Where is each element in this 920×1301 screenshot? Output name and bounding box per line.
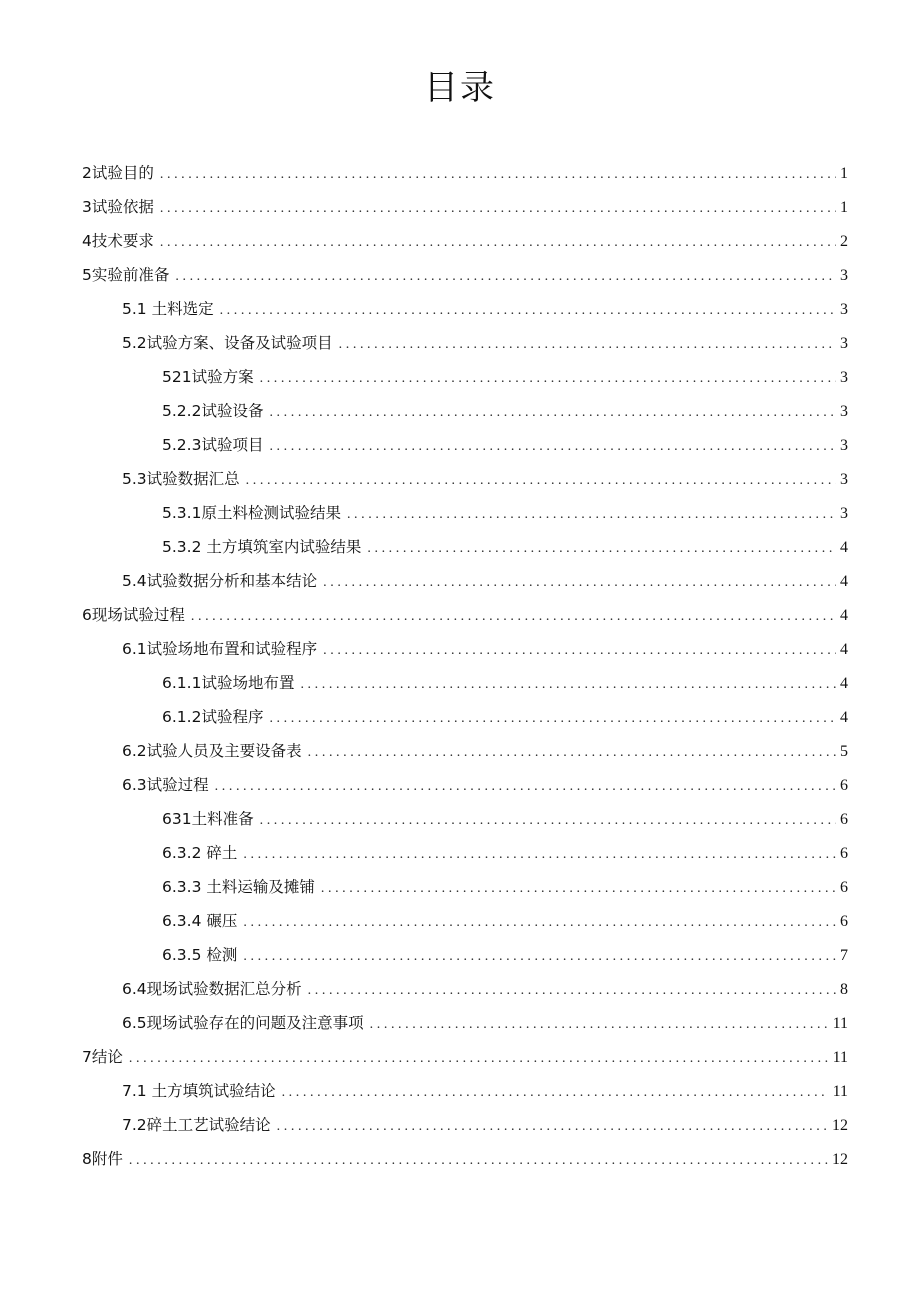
toc-leader-dots [260,804,836,838]
toc-entry-label: 6.3.3 土料运输及摊铺 [162,878,315,896]
toc-entry-label: 8附件 [82,1150,123,1168]
toc-entry-label: 5实验前准备 [82,266,170,284]
toc-entry-label: 6现场试验过程 [82,606,185,624]
toc-entry-page: 12 [832,1117,848,1134]
toc-entry-page: 8 [840,981,848,998]
toc-entry-page: 4 [840,675,848,692]
toc-entry-label: 6.3.5 检测 [162,946,238,964]
toc-leader-dots [323,634,836,668]
toc-entry-label: 6.3.4 碾压 [162,912,238,930]
toc-leader-dots [367,532,836,566]
toc-leader-dots [269,702,836,736]
toc-entry-page: 1 [840,165,848,182]
toc-entry-label: 5.2.3试验项目 [162,436,264,454]
toc-entry-label: 5.1 土料选定 [122,300,214,318]
toc-leader-dots [260,362,836,396]
toc-entry[interactable] [82,496,848,530]
toc-entry-page: 7 [840,947,848,964]
toc-entry-label: 4技术要求 [82,232,154,250]
toc-entry-label: 631土料准备 [162,810,254,828]
toc-entry[interactable] [82,326,848,360]
toc-leader-dots [246,464,836,498]
toc-leader-dots [282,1076,829,1110]
toc-leader-dots [321,872,836,906]
toc-leader-dots [129,1042,829,1076]
toc-entry-page: 3 [840,369,848,386]
toc-entry-label: 6.3.2 碎土 [162,844,238,862]
toc-entry[interactable] [82,598,848,632]
toc-leader-dots [347,498,836,532]
toc-entry-label: 5.4试验数据分析和基本结论 [122,572,318,590]
toc-leader-dots [308,974,836,1008]
toc-entry-page: 6 [840,811,848,828]
toc-entry[interactable] [82,224,848,258]
toc-entry[interactable] [82,768,848,802]
toc-entry-page: 6 [840,913,848,930]
toc-entry-page: 4 [840,709,848,726]
toc-leader-dots [243,838,836,872]
toc-entry-page: 3 [840,403,848,420]
toc-entry[interactable] [82,292,848,326]
toc-entry[interactable] [82,904,848,938]
toc-entry-page: 3 [840,335,848,352]
toc-entry[interactable] [82,938,848,972]
toc-entry-label: 5.2.2试验设备 [162,402,264,420]
toc-leader-dots [129,1144,828,1178]
toc-entry-page: 6 [840,845,848,862]
toc-entry-page: 11 [832,1015,848,1032]
toc-leader-dots [191,600,836,634]
toc-entry-page: 11 [832,1049,848,1066]
toc-leader-dots [160,158,836,192]
toc-leader-dots [300,668,836,702]
toc-entry-page: 12 [832,1151,848,1168]
toc-leader-dots [308,736,836,770]
toc-entry[interactable] [82,564,848,598]
toc-entry[interactable] [82,836,848,870]
toc-entry[interactable] [82,1074,848,1108]
toc-title: 目录 [424,68,496,108]
toc-leader-dots [160,192,836,226]
toc-entry-page: 4 [840,539,848,556]
toc-entry-page: 1 [840,199,848,216]
toc-entry-page: 3 [840,301,848,318]
toc-leader-dots [269,430,836,464]
toc-entry-page: 5 [840,743,848,760]
toc-entry-label: 6.3试验过程 [122,776,209,794]
toc-leader-dots [215,770,836,804]
toc-entry-label: 7.2碎土工艺试验结论 [122,1116,271,1134]
toc-entry[interactable] [82,972,848,1006]
toc-entry-label: 5.2试验方案、设备及试验项目 [122,334,333,352]
toc-entry[interactable] [82,258,848,292]
toc-entry-label: 6.5现场试验存在的问题及注意事项 [122,1014,364,1032]
toc-entry[interactable] [82,1006,848,1040]
toc-entry-page: 6 [840,879,848,896]
toc-entry-page: 4 [840,641,848,658]
toc-entry-page: 11 [832,1083,848,1100]
toc-leader-dots [243,940,836,974]
toc-leader-dots [370,1008,829,1042]
toc-entry[interactable] [82,530,848,564]
toc-entry-label: 6.1试验场地布置和试验程序 [122,640,318,658]
toc-entry[interactable] [82,802,848,836]
toc-entry-label: 7.1 土方填筑试验结论 [122,1082,276,1100]
toc-entry[interactable] [82,156,848,190]
toc-entry[interactable] [82,666,848,700]
table-of-contents [82,156,848,1176]
toc-entry-page: 3 [840,471,848,488]
toc-leader-dots [175,260,836,294]
toc-entry-page: 3 [840,437,848,454]
toc-entry[interactable] [82,190,848,224]
toc-entry-page: 3 [840,505,848,522]
toc-entry[interactable] [82,428,848,462]
toc-leader-dots [269,396,836,430]
toc-leader-dots [243,906,836,940]
toc-entry[interactable] [82,1040,848,1074]
toc-entry-label: 3试验依据 [82,198,154,216]
toc-entry[interactable] [82,870,848,904]
toc-entry-label: 5.3.2 土方填筑室内试验结果 [162,538,362,556]
toc-leader-dots [323,566,836,600]
toc-entry[interactable] [82,1142,848,1176]
toc-leader-dots [339,328,836,362]
toc-entry-page: 4 [840,573,848,590]
toc-entry-label: 5.3试验数据汇总 [122,470,240,488]
toc-leader-dots [160,226,836,260]
toc-leader-dots [277,1110,828,1144]
toc-entry-label: 6.2试验人员及主要设备表 [122,742,302,760]
toc-entry-label: 6.1.2试验程序 [162,708,264,726]
toc-entry-label: 6.4现场试验数据汇总分析 [122,980,302,998]
toc-entry-label: 5.3.1原土料检测试验结果 [162,504,341,522]
toc-entry-page: 4 [840,607,848,624]
toc-entry[interactable] [82,734,848,768]
toc-entry-page: 2 [840,233,848,250]
toc-entry[interactable] [82,1108,848,1142]
toc-entry-label: 7结论 [82,1048,123,1066]
toc-entry-label: 6.1.1试验场地布置 [162,674,295,692]
toc-entry[interactable] [82,462,848,496]
toc-entry-label: 521试验方案 [162,368,254,386]
toc-entry[interactable] [82,632,848,666]
toc-entry-page: 3 [840,267,848,284]
toc-entry-page: 6 [840,777,848,794]
toc-entry[interactable] [82,700,848,734]
toc-entry-label: 2试验目的 [82,164,154,182]
toc-entry[interactable] [82,360,848,394]
toc-leader-dots [220,294,836,328]
toc-entry[interactable] [82,394,848,428]
